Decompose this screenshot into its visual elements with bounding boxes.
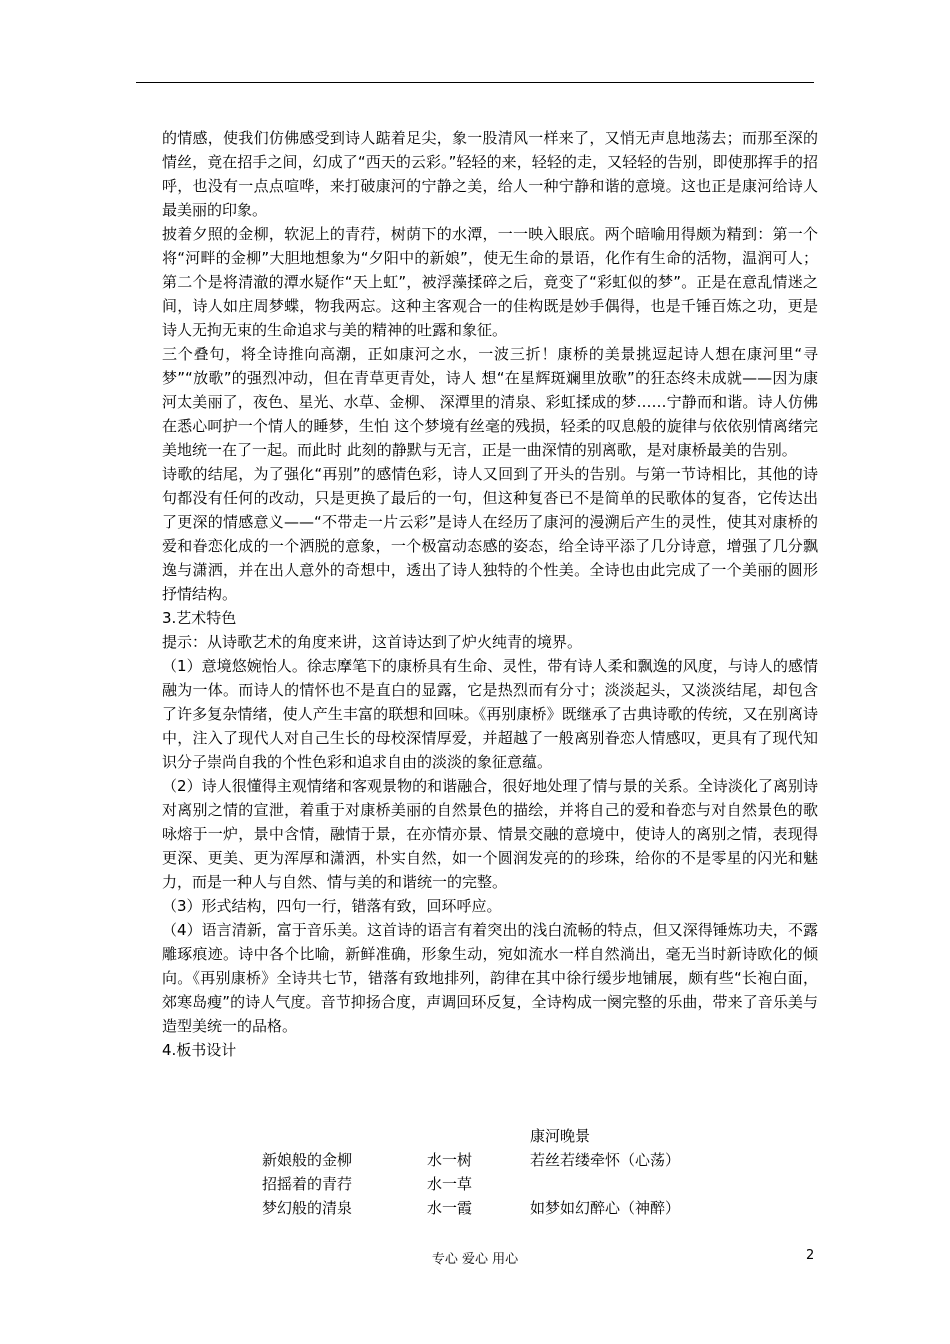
paragraph: 诗歌的结尾，为了强化“再别”的感情色彩，诗人又回到了开头的告别。与第一节诗相比，其他的诗句都没有任何的改动，只是更换了最后的一句，但这种复沓已不是简单的民歌体的复沓，它传达出了更深的情感意义——“不带走一片云彩”是诗人在经历了康河的漫溯后产生的灵性，使其对康桥的爱和眷恋化成的一个洒脱的意象，一个极富动态感的姿态，给全诗平添了几分诗意，增强了几分飘逸与潇洒，并在出人意外的奇想中，透出了诗人独特的个性美。全诗也由此完成了一个美丽的圆形抒情结构。	[162, 465, 818, 603]
paragraph: 三个叠句，将全诗推向高潮，正如康河之水，一波三折！康桥的美景挑逗起诗人想在康河里“寻梦”“放歌”的强烈冲动，但在青草更青处，诗人 想“在星辉斑斓里放歌”的狂态终未成就——因为康河太美丽了，夜色、星光、水草、金柳、 深潭里的清泉、彩虹揉成的梦……宁静而和谐。诗人仿佛在悉心呵护一个情人的睡梦，生怕 这个梦境有丝毫的残损，轻柔的叹息般的旋律与依依别情离绪完美地统一在了一起。而此时 此刻的静默与无言，正是一曲深情的别离歌，是对康桥最美的告别。	[162, 345, 818, 459]
board-row	[162, 1196, 818, 1220]
board-cell: 新娘般的金柳	[262, 1151, 353, 1169]
paragraph: 的情感，使我们仿佛感受到诗人踮着足尖，象一股清风一样来了，又悄无声息地荡去；而那至深的情丝，竟在招手之间，幻成了“西天的云彩。”轻轻的来，轻轻的走，又轻轻的告别，即使那挥手的招呼，也没有一点点喧哗，来打破康河的宁静之美，给人一种宁静和谐的意境。这也正是康河给诗人最美丽的印象。	[162, 129, 818, 219]
board-cell: 水一霞	[427, 1199, 473, 1217]
paragraph: （1）意境悠婉怡人。徐志摩笔下的康桥具有生命、灵性，带有诗人柔和飘逸的风度，与诗人的感情融为一体。而诗人的情怀也不是直白的显露，它是热烈而有分寸；淡淡起头，又淡淡结尾，却包含了许多复杂情绪，使人产生丰富的联想和回味。《再别康桥》既继承了古典诗歌的传统，又在别离诗中，注入了现代人对自己生长的母校深情厚爱，并超越了一般离别眷恋人情感叹，更具有了现代知识分子崇尚自我的个性色彩和追求自由的淡淡的象征意蕴。	[162, 657, 818, 771]
board-cell: 如梦如幻醉心（神醉）	[530, 1199, 681, 1217]
board-cell: 水一树	[427, 1151, 473, 1169]
body-text	[162, 126, 818, 1062]
section-heading: 3.艺术特色	[162, 609, 237, 627]
paragraph: 披着夕照的金柳，软泥上的青荇，树荫下的水潭，一一映入眼底。两个暗喻用得颇为精到：第一个将“河畔的金柳”大胆地想象为“夕阳中的新娘”，使无生命的景语，化作有生命的活物，温润可人；第二个是将清澈的潭水疑作“天上虹”，被浮藻揉碎之后，竟变了“彩虹似的梦”。正是在意乱情迷之间，诗人如庄周梦蝶，物我两忘。这种主客观合一的佳构既是妙手偶得，也是千锤百炼之功，更是诗人无拘无束的生命追求与美的精神的吐露和象征。	[162, 225, 818, 339]
board-row	[162, 1148, 818, 1172]
paragraph: （4）语言清新，富于音乐美。这首诗的语言有着突出的浅白流畅的特点，但又深得锤炼功夫，不露雕琢痕迹。诗中各个比喻，新鲜准确，形象生动，宛如流水一样自然淌出，毫无当时新诗欧化的倾向。《再别康桥》全诗共七节，错落有致地排列，韵律在其中徐行缓步地铺展，颇有些“长袍白面，郊寒岛瘦”的诗人气度。音节抑扬合度，声调回环反复，全诗构成一阕完整的乐曲，带来了音乐美与造型美统一的品格。	[162, 921, 818, 1035]
paragraph: （2）诗人很懂得主观情绪和客观景物的和谐融合，很好地处理了情与景的关系。全诗淡化了离别诗对离别之情的宣泄，着重于对康桥美丽的自然景色的描绘，并将自己的爱和眷恋与对自然景色的歌咏熔于一炉，景中含情，融情于景，在亦情亦景、情景交融的意境中，使诗人的离别之情，表现得更深、更美、更为浑厚和潇洒，朴实自然，如一个圆润发亮的的珍珠，给你的不是零星的闪光和魅力，而是一种人与自然、情与美的和谐统一的完整。	[162, 777, 818, 891]
board-cell: 若丝若缕牵怀（心荡）	[530, 1151, 681, 1169]
section-heading: 4.板书设计	[162, 1041, 237, 1059]
board-cell: 招摇着的青荇	[262, 1175, 353, 1193]
header-rule	[136, 82, 814, 83]
board-title: 康河晚景	[530, 1127, 591, 1145]
page-number: 2	[806, 1248, 815, 1263]
board-row	[162, 1172, 818, 1196]
page-footer: 专心 爱心 用心	[431, 1252, 519, 1267]
paragraph: （3）形式结构，四句一行，错落有致，回环呼应。	[162, 897, 502, 915]
board-cell: 梦幻般的清泉	[262, 1199, 353, 1217]
board-cell: 水一草	[427, 1175, 473, 1193]
paragraph: 提示：从诗歌艺术的角度来讲，这首诗达到了炉火纯青的境界。	[162, 633, 583, 651]
